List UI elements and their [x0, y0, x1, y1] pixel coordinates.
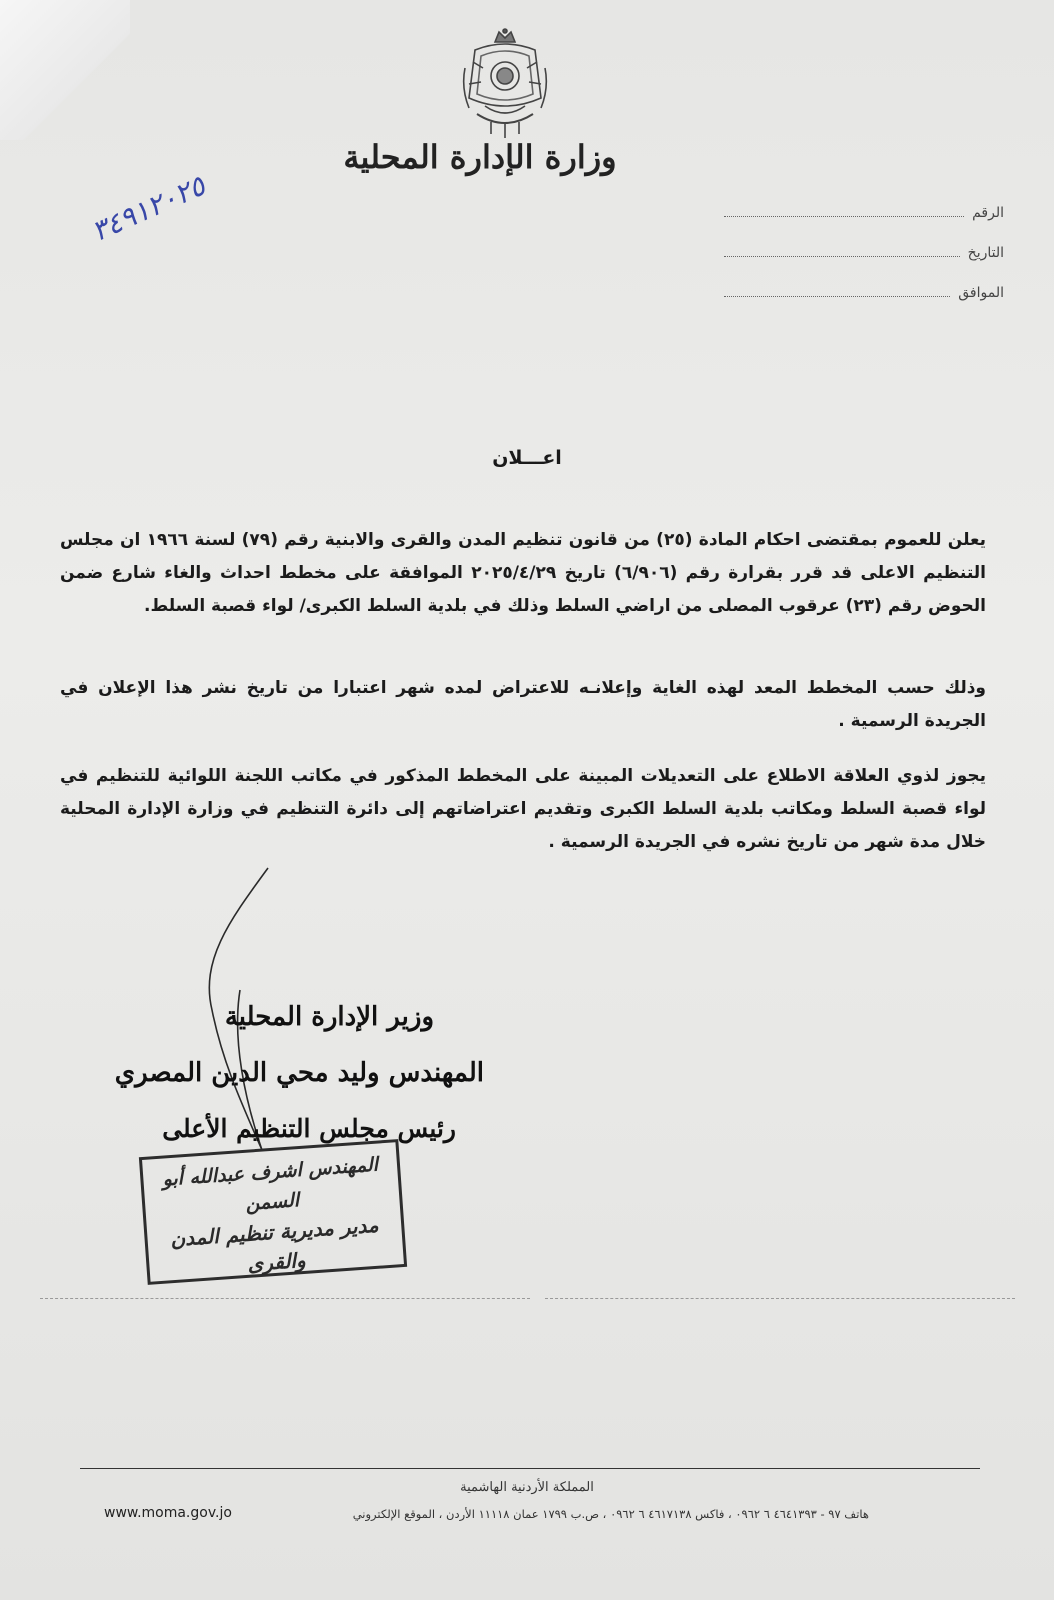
handwritten-reference-number: ٣٤٩١٢٠٢٥: [86, 168, 210, 248]
signature-name: المهندس وليد محي الدين المصري: [114, 1058, 484, 1088]
official-stamp: [139, 1139, 407, 1285]
corresponding-date-field: [724, 285, 1004, 301]
ministry-name: وزارة الإدارة المحلية: [343, 138, 617, 176]
date-label: التاريخ: [967, 245, 1004, 261]
corresponding-date-label: الموافق: [958, 285, 1004, 301]
signature-title: وزير الإدارة المحلية: [224, 1002, 434, 1032]
notice-paragraph-1: يعلن للعموم بمقتضى احكام المادة (٢٥) من قانون تنظيم المدن والقرى والابنية رقم (٧٩) لسنة ١٩٦٦ ان مجلس التنظيم الاعلى قد قرر بقرارة رقم (٦/٩٠٦) تاريخ ٢٠٢٥/٤/٢٩ الموافقة على مخطط احداث والغاء شارع ضمن الحوض رقم (٢٣) عرقوب المصلى من اراضي السلط وذلك في بلدية السلط الكبرى/ لواء قصبة السلط.: [60, 530, 986, 616]
footer-website: www.moma.gov.jo: [104, 1505, 232, 1521]
footer-contact-info: هاتف ٩٧ - ٤٦٤١٣٩٣ ٦ ٠٩٦٢ ، فاكس ٤٦١٧١٣٨ ٦ ٠٩٦٢ ، ص.ب ١٧٩٩ عمان ١١١١٨ الأردن ، الموقع الإلكتروني: [352, 1507, 869, 1521]
date-field: [724, 245, 1004, 261]
reference-number-field: [724, 205, 1004, 221]
dashed-separator-right: [545, 1298, 1015, 1299]
notice-paragraph-3: يجوز لذوي العلاقة الاطلاع على التعديلات المبينة على المخطط المذكور في مكاتب اللجنة اللوائية للتنظيم في لواء قصبة السلط ومكاتب بلدية السلط الكبرى وتقديم اعتراضاتهم إلى دائرة التنظيم في وزارة الإدارة المحلية خلال مدة شهر من تاريخ نشره في الجريدة الرسمية .: [60, 766, 986, 852]
dashed-separator-left: [40, 1298, 530, 1299]
page-fold-corner: [0, 0, 130, 140]
reference-number-dotted-line: [724, 215, 964, 217]
notice-paragraph-2: وذلك حسب المخطط المعد لهذه الغاية وإعلانـه للاعتراض لمده شهر اعتبارا من تاريخ نشر هذا الإعلان في الجريدة الرسمية .: [60, 678, 986, 731]
notice-title: اعـــلان: [492, 447, 562, 469]
stamp-line-position: مدير مديرية تنظيم المدن والقرى: [169, 1212, 380, 1276]
reference-number-label: الرقم: [972, 205, 1004, 221]
jordan-coat-of-arms-icon: [455, 28, 555, 140]
footer-divider: [80, 1468, 980, 1469]
footer-country-name: المملكة الأردنية الهاشمية: [460, 1480, 594, 1495]
stamp-line-name: المهندس اشرف عبدالله أبو السمن: [161, 1153, 379, 1215]
corresponding-date-dotted-line: [724, 295, 950, 297]
date-dotted-line: [724, 255, 960, 257]
signature-role: رئيس مجلس التنظيم الأعلى: [162, 1114, 456, 1143]
